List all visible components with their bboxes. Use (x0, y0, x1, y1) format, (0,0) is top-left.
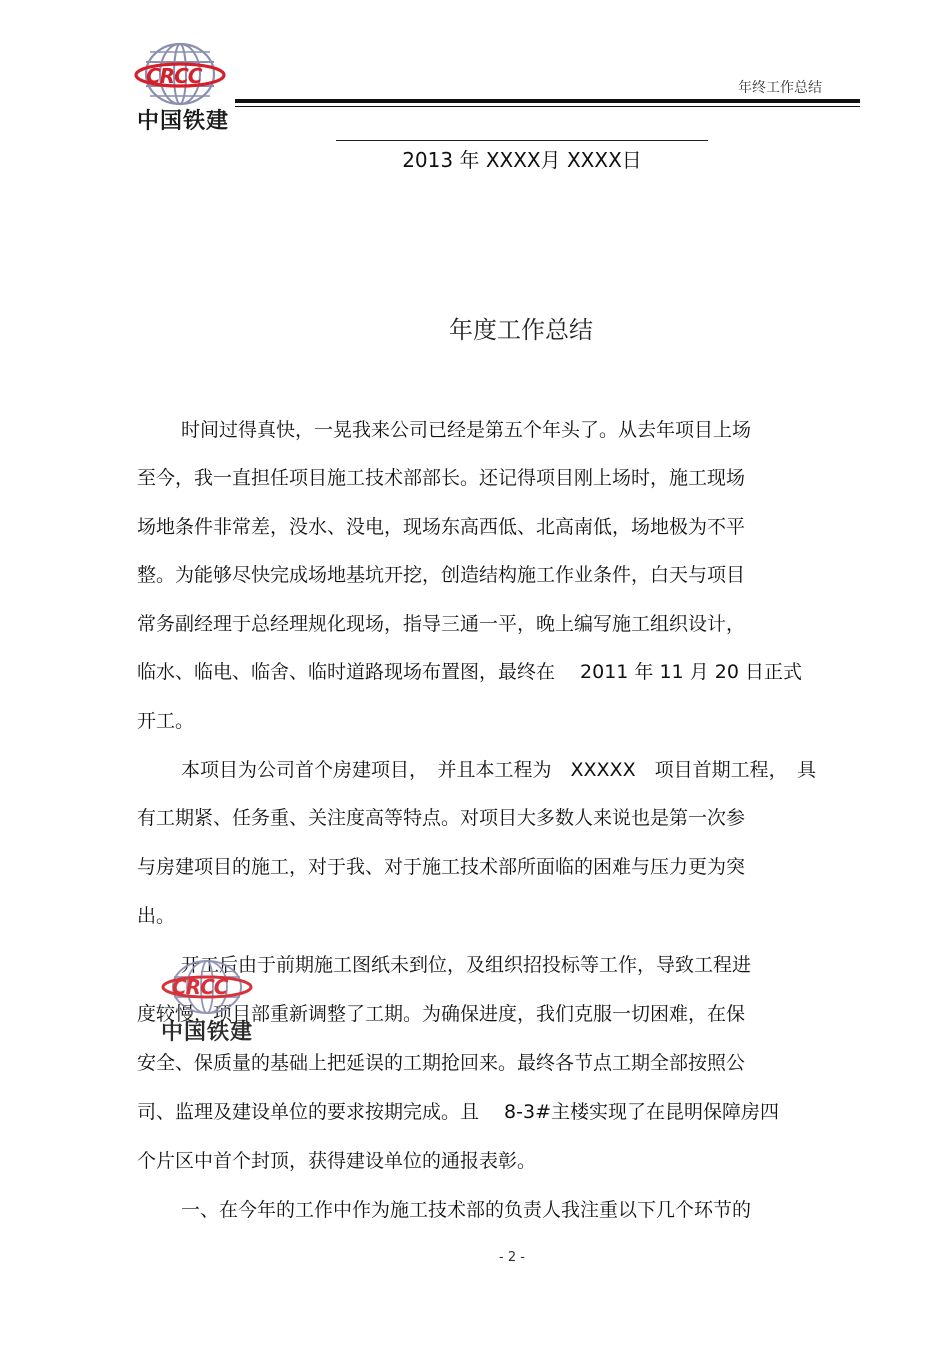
watermark-logo (152, 953, 262, 1043)
body-line: 临水、临电、临舍、临时道路现场布置图，最终在 2011 年 11 月 20 日正式 (137, 661, 802, 683)
body-line: 本项目为公司首个房建项目， 并且本工程为 XXXXX 项目首期工程， 具 (181, 759, 817, 781)
logo-name: 中国铁建 (136, 109, 229, 134)
body-line: 整。为能够尽快完成场地基坑开挖，创造结构施工作业条件，白天与项目 (137, 564, 746, 586)
body-line: 安全、保质量的基础上把延误的工期抢回来。最终各节点工期全部按照公 (137, 1052, 746, 1074)
header-rule (235, 99, 860, 103)
body-line: 至今，我一直担任项目施工技术部部长。还记得项目刚上场时，施工现场 (137, 467, 746, 489)
body-line: 司、监理及建设单位的要求按期完成。且 8-3#主楼实现了在昆明保障房四 (137, 1101, 779, 1123)
date-rule (336, 140, 708, 141)
logo-abbr: CRCC (146, 64, 202, 88)
body-line: 场地条件非常差，没水、没电，现场东高西低、北高南低，场地极为不平 (137, 516, 746, 538)
page-number: - 2 - (499, 1250, 525, 1265)
company-logo (128, 40, 238, 134)
date-line: 2013 年 XXXX月 XXXX日 (402, 148, 642, 172)
body-line: 度较慢，项目部重新调整了工期。为确保进度，我们克服一切困难，在保 (137, 1003, 746, 1025)
body-line: 与房建项目的施工，对于我、对于施工技术部所面临的困难与压力更为突 (137, 856, 746, 878)
header-rule-thin (235, 106, 860, 107)
body-line: 常务副经理于总经理规化现场，指导三通一平，晚上编写施工组织设计， (137, 613, 746, 635)
header-title: 年终工作总结 (738, 80, 822, 96)
body-line: 个片区中首个封顶，获得建设单位的通报表彰。 (137, 1150, 537, 1172)
watermark-logo-abbr: CRCC (172, 975, 228, 999)
body-line: 开工。 (137, 710, 195, 732)
body-line: 开工后由于前期施工图纸未到位，及组织招投标等工作，导致工程进 (181, 954, 752, 976)
body-line: 一、在今年的工作中作为施工技术部的负责人我注重以下几个环节的 (181, 1199, 752, 1221)
body-line: 出。 (137, 905, 176, 927)
body-line: 时间过得真快，一晃我来公司已经是第五个年头了。从去年项目上场 (181, 419, 752, 441)
body-line: 有工期紧、任务重、关注度高等特点。对项目大多数人来说也是第一次参 (137, 807, 746, 829)
document-title: 年度工作总结 (449, 316, 593, 344)
watermark-logo-name: 中国铁建 (160, 1020, 253, 1045)
